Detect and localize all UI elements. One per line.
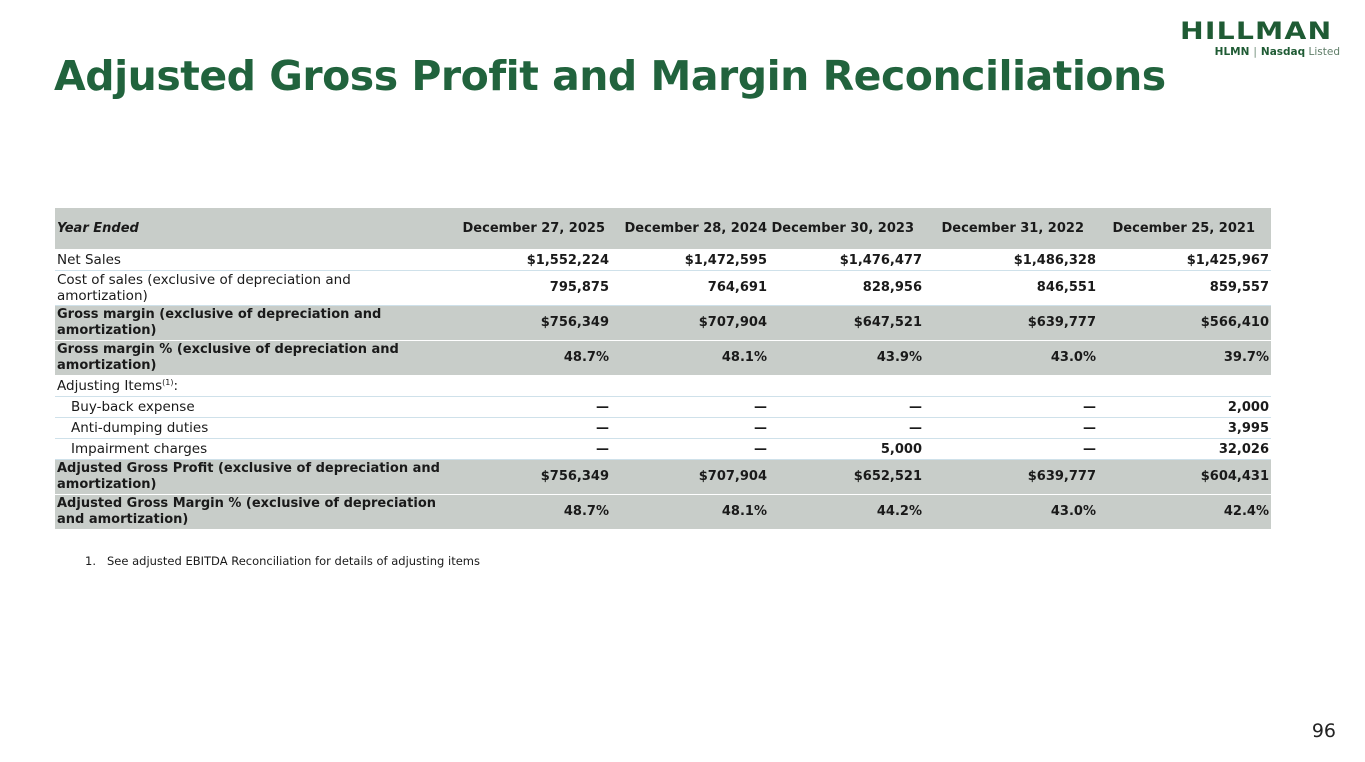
cell: — [769,397,924,418]
row-label [55,376,447,397]
cell: $639,777 [924,306,1098,341]
row-anti-dumping-duties [55,418,1271,439]
cell [447,376,611,397]
reconciliation-table [55,208,1271,530]
adjusting-items-colon: : [173,378,179,394]
footnote-number: 1. [85,554,96,568]
cell: 764,691 [611,271,769,306]
cell: $566,410 [1098,306,1271,341]
cell: $756,349 [447,460,611,495]
cell [924,376,1098,397]
header-col-2021: December 25, 2021 [1098,208,1271,250]
cell [769,376,924,397]
cell: 846,551 [924,271,1098,306]
cell: — [924,397,1098,418]
cell: 48.7% [447,495,611,530]
adjusting-items-label: Adjusting Items [57,378,163,394]
cell: 828,956 [769,271,924,306]
cell: 859,557 [1098,271,1271,306]
cell: 795,875 [447,271,611,306]
cell: $647,521 [769,306,924,341]
cell: $707,904 [611,306,769,341]
cell: 42.4% [1098,495,1271,530]
row-adjusting-items [55,376,1271,397]
footnote [85,554,480,568]
header-col-2025: December 27, 2025 [447,208,611,250]
cell: 48.1% [611,341,769,376]
cell: — [447,439,611,460]
logo-subline [1180,45,1340,59]
cell: 39.7% [1098,341,1271,376]
cell: — [611,418,769,439]
page-title: Adjusted Gross Profit and Margin Reconciliations [54,52,1166,100]
cell: $1,425,967 [1098,250,1271,271]
header-col-2022: December 31, 2022 [924,208,1098,250]
logo-wordmark: HILLMAN [1180,17,1333,45]
row-adjusted-gross-profit [55,460,1271,495]
cell: 48.7% [447,341,611,376]
page-number: 96 [1311,720,1336,742]
cell: — [611,397,769,418]
logo-listed: Listed [1308,46,1340,58]
cell: 32,026 [1098,439,1271,460]
cell: $1,486,328 [924,250,1098,271]
row-gross-margin-pct [55,341,1271,376]
cell: $756,349 [447,306,611,341]
cell: 43.0% [924,495,1098,530]
cell: — [447,397,611,418]
cell: $652,521 [769,460,924,495]
row-gross-margin [55,306,1271,341]
cell: $1,552,224 [447,250,611,271]
cell: 2,000 [1098,397,1271,418]
cell: — [611,439,769,460]
cell: — [924,439,1098,460]
cell: 3,995 [1098,418,1271,439]
row-adjusted-gross-margin-pct [55,495,1271,530]
cell: $639,777 [924,460,1098,495]
logo-separator: | [1253,46,1257,58]
cell: 48.1% [611,495,769,530]
cell: 44.2% [769,495,924,530]
row-buyback-expense [55,397,1271,418]
row-impairment-charges [55,439,1271,460]
cell: 43.9% [769,341,924,376]
row-label: Impairment charges [55,439,447,460]
row-cost-of-sales [55,271,1271,306]
cell: — [924,418,1098,439]
company-logo [1180,18,1340,59]
row-label: Buy-back expense [55,397,447,418]
row-label: Adjusted Gross Margin % (exclusive of depreciation and amortization) [55,495,447,530]
cell: 5,000 [769,439,924,460]
cell: — [769,418,924,439]
header-col-2024: December 28, 2024 [611,208,769,250]
row-label: Anti-dumping duties [55,418,447,439]
footnote-text: See adjusted EBITDA Reconciliation for details of adjusting items [107,554,480,568]
cell: $1,476,477 [769,250,924,271]
table-header-row [55,208,1271,250]
cell: $707,904 [611,460,769,495]
cell: $604,431 [1098,460,1271,495]
row-label: Cost of sales (exclusive of depreciation and amortization) [55,271,447,306]
cell: 43.0% [924,341,1098,376]
cell [611,376,769,397]
cell: $1,472,595 [611,250,769,271]
row-net-sales [55,250,1271,271]
row-label: Net Sales [55,250,447,271]
row-label: Gross margin (exclusive of depreciation and amortization) [55,306,447,341]
header-col-2023: December 30, 2023 [769,208,924,250]
cell [1098,376,1271,397]
cell: — [447,418,611,439]
row-label: Gross margin % (exclusive of depreciation and amortization) [55,341,447,376]
logo-exchange: Nasdaq [1260,46,1306,58]
row-label: Adjusted Gross Profit (exclusive of depreciation and amortization) [55,460,447,495]
footnote-ref: (1) [162,378,174,387]
logo-ticker: HLMN [1214,46,1250,58]
header-year-ended: Year Ended [55,208,447,250]
